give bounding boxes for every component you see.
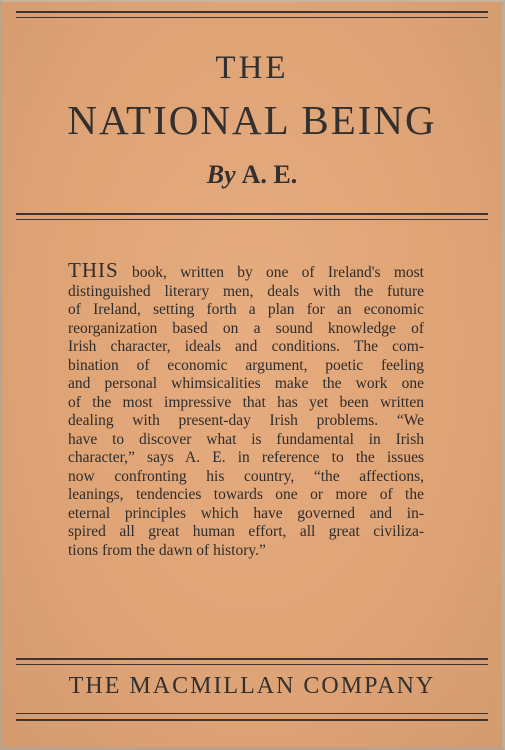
blurb-line: bination of economic argument, poetic feeling: [68, 356, 424, 374]
blurb-line: now confronting his country, “the affections,: [68, 467, 424, 485]
blurb-line: character,” says A. E. in reference to the issues: [68, 449, 424, 466]
publisher-name: THE MACMILLAN COMPANY: [68, 673, 436, 699]
byline: [2, 158, 502, 192]
middle-rule: [16, 213, 488, 215]
blurb-line: of the most impressive that has yet been written: [68, 393, 424, 411]
byline-prefix: By: [206, 160, 236, 189]
middle-rule-thin: [16, 219, 488, 220]
title-line-1: THE: [215, 50, 289, 86]
blurb-line: tions from the dawn of history.”: [68, 541, 266, 559]
bottom-rule-thin: [16, 664, 488, 665]
bottom-rule: [16, 658, 488, 660]
blurb-line: have to discover what is fundamental in Irish: [68, 430, 424, 448]
top-rule: [16, 11, 488, 13]
blurb-line: distinguished literary men, deals with the future: [68, 282, 424, 300]
blurb-line: dealing with present-day Irish problems. “We: [68, 412, 424, 429]
blurb-text: [68, 258, 424, 560]
footer-rule-thin: [16, 713, 488, 714]
top-rule-thin: [16, 17, 488, 18]
blurb-line: Irish character, ideals and conditions. The com-: [68, 338, 424, 355]
blurb-dropcap: THIS: [68, 258, 119, 282]
title-line-2: NATIONAL BEING: [67, 97, 437, 143]
blurb-line-rest: book, written by one of Ireland's most: [118, 264, 424, 281]
blurb-line: eternal principles which have governed and in-: [68, 504, 424, 522]
blurb-line: leanings, tendencies towards one or more of the: [68, 486, 424, 503]
footer-rule: [16, 719, 488, 721]
blurb-line: of Ireland, setting forth a plan for an economic: [68, 301, 424, 318]
author-name: A. E.: [241, 160, 298, 189]
blurb-line: spired all great human effort, all great civiliza-: [68, 523, 424, 540]
blurb-line: reorganization based on a sound knowledge of: [68, 319, 424, 337]
blurb-line: and personal whimsicalities make the work one: [68, 375, 424, 392]
blurb-line: [68, 258, 424, 283]
